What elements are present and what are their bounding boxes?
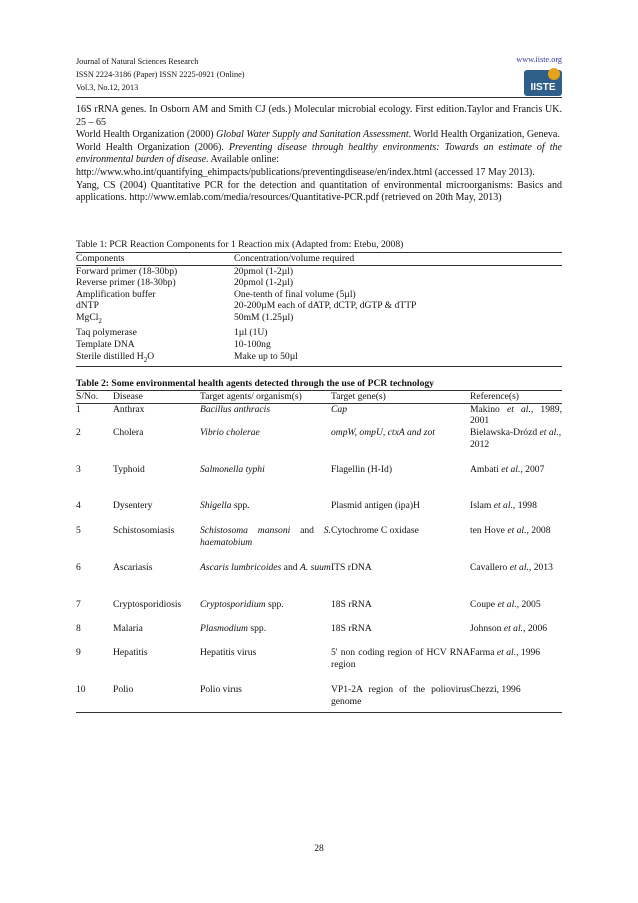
agent-cell: Schistosoma mansoni and S. haematobium: [200, 525, 331, 548]
disease-cell: Hepatitis: [113, 647, 148, 659]
gene-cell: ITS rDNA: [331, 562, 372, 574]
table-row: [76, 525, 562, 562]
reference-cell: Coupe et al., 2005: [470, 599, 541, 611]
references-list: [76, 104, 562, 205]
reference-cell: Farma et al., 1996: [470, 647, 541, 659]
table-row: [76, 403, 562, 427]
table-row: [76, 351, 562, 367]
reference-cell: Cavallero et al., 2013: [470, 562, 553, 574]
table1-component: Sterile distilled $H_2O$: [76, 351, 234, 367]
agent-cell: Plasmodium spp.: [200, 623, 267, 635]
table1-value: 1µl (1U): [234, 327, 268, 339]
reference-cell: Islam et al., 1998: [470, 500, 537, 512]
table2-header-cell: S/No.: [76, 391, 113, 404]
table-row: [76, 647, 562, 684]
row-number: 1: [76, 403, 81, 415]
table2: [76, 390, 562, 713]
disease-cell: Cryptosporidiosis: [113, 599, 182, 611]
table-row: [76, 684, 562, 712]
disease-cell: Cholera: [113, 427, 144, 439]
table1-component: Forward primer (18-30bp): [76, 265, 178, 277]
gene-cell: Cytochrome C oxidase: [331, 525, 419, 537]
website-link[interactable]: www.iiste.org: [516, 55, 562, 64]
table1-header-cell: Components: [76, 253, 234, 266]
reference-cell: Ambati et al., 2007: [470, 464, 545, 476]
header-rule: [76, 97, 562, 98]
table-row: [76, 300, 562, 312]
table-row: [76, 464, 562, 500]
table-row: [76, 289, 562, 301]
reference-cell: ten Hove et al., 2008: [470, 525, 551, 537]
logo-text: IISTE: [530, 82, 556, 93]
row-number: 5: [76, 525, 81, 537]
table-row: [76, 339, 562, 351]
row-number: 7: [76, 599, 81, 611]
table2-header-cell: Target agents/ organism(s): [200, 391, 331, 404]
reference-who-2006: World Health Organization (2006). Preventing disease through healthy environments: Towards an estimate of the environmental burden of disease. Available online:: [76, 141, 562, 166]
gene-cell: Flagellin (H-Id): [331, 464, 393, 476]
table1-header-cell: Concentration/volume required: [234, 253, 562, 266]
agent-cell: Shigella spp.: [200, 500, 250, 512]
table1-component: Amplification buffer: [76, 288, 156, 300]
gene-cell: 5' non coding region of HCV RNA region: [331, 647, 470, 670]
row-number: 3: [76, 464, 81, 476]
table1-value: 20-200µM each of dATP, dCTP, dGTP & dTTP: [234, 300, 417, 312]
volume-line: Vol.3, No.12, 2013: [76, 83, 139, 92]
table-row: [76, 562, 562, 599]
agent-cell: Hepatitis virus: [200, 647, 257, 659]
row-number: 4: [76, 500, 81, 512]
table1-value: 20pmol (1-2µl): [234, 265, 294, 277]
gene-cell: VP1-2A region of the poliovirus genome: [331, 684, 470, 712]
table-row: [76, 312, 562, 328]
table2-caption: Table 2: Some environmental health agents detected through the use of PCR technology: [76, 378, 434, 389]
agent-cell: Bacillus anthracis: [200, 403, 271, 415]
row-number: 10: [76, 684, 113, 712]
issn-line: ISSN 2224-3186 (Paper) ISSN 2225-0921 (Online): [76, 70, 245, 79]
row-number: 8: [76, 623, 81, 635]
disease-cell: Malaria: [113, 623, 143, 635]
disease-cell: Anthrax: [113, 403, 145, 415]
row-number: 6: [76, 562, 81, 574]
table1-component: dNTP: [76, 300, 99, 312]
gene-cell: 18S rRNA: [331, 623, 372, 635]
reference-cell: Chezzi, 1996: [470, 684, 562, 712]
gene-cell: 18S rRNA: [331, 599, 372, 611]
gene-cell: Cap: [331, 403, 347, 415]
table2-header-row: [76, 391, 562, 404]
agent-cell: Polio virus: [200, 684, 331, 712]
journal-name: Journal of Natural Sciences Research: [76, 57, 199, 66]
table1-header-row: [76, 253, 562, 266]
table1-component: MgCl$_2$: [76, 311, 102, 325]
table1-value: 10-100ng: [234, 339, 271, 351]
table1-component: Taq polymerase: [76, 327, 137, 339]
table1: [76, 252, 562, 367]
table-row: [76, 427, 562, 464]
reference-cell: Johnson et al., 2006: [470, 623, 548, 635]
disease-cell: Ascariasis: [113, 562, 153, 574]
table-row: [76, 265, 562, 277]
disease-cell: Polio: [113, 684, 200, 712]
reference-who-2000: World Health Organization (2000) Global Water Supply and Sanitation Assessment. World Health Organization, Geneva.: [76, 129, 560, 141]
page-number: 28: [314, 843, 324, 854]
agent-cell: Ascaris lumbricoides and A. suum: [200, 562, 331, 574]
table-row: [76, 623, 562, 647]
disease-cell: Dysentery: [113, 500, 153, 512]
reference-cell: Makino et al., 1989, 2001: [470, 403, 562, 427]
agent-cell: Vibrio cholerae: [200, 427, 260, 439]
table2-header-cell: Target gene(s): [331, 391, 470, 404]
table1-caption: Table 1: PCR Reaction Components for 1 Reaction mix (Adapted from: Etebu, 2008): [76, 239, 404, 250]
reference-osborn: 16S rRNA genes. In Osborn AM and Smith CJ (eds.) Molecular microbial ecology. First edition.Taylor and Francis UK. 25 – 65: [76, 104, 562, 128]
table1-component: Reverse primer (18-30bp): [76, 277, 176, 289]
table1-component: Template DNA: [76, 339, 135, 351]
iiste-logo-icon: [524, 66, 562, 98]
table-row: [76, 327, 562, 339]
table2-header-cell: Reference(s): [470, 391, 562, 404]
gene-cell: Plasmid antigen (ipa)H: [331, 500, 420, 512]
reference-cell: Bielawska-Drózd et al., 2012: [470, 427, 562, 450]
table-row: [76, 277, 562, 289]
disease-cell: Typhoid: [113, 464, 145, 476]
table1-value: 20pmol (1-2µl): [234, 277, 294, 289]
agent-cell: Cryptosporidium spp.: [200, 599, 284, 611]
table2-header-cell: Disease: [113, 391, 200, 404]
gene-cell: ompW, ompU, ctxA and zot: [331, 427, 435, 439]
reference-who-2006-url[interactable]: http://www.who.int/quantifying_ehimpacts/publications/preventingdisease/en/index.html (accessed 17 May 2013).: [76, 166, 535, 178]
table1-value: 50mM (1.25µl): [234, 311, 294, 323]
row-number: 9: [76, 647, 81, 659]
table1-value: One-tenth of final volume (5µl): [234, 288, 356, 300]
table1-value: Make up to 50µl: [234, 351, 562, 367]
table-row: [76, 599, 562, 623]
agent-cell: Salmonella typhi: [200, 464, 265, 476]
disease-cell: Schistosomiasis: [113, 525, 175, 537]
table-row: [76, 500, 562, 525]
row-number: 2: [76, 427, 81, 439]
reference-yang: Yang, CS (2004) Quantitative PCR for the detection and quantitation of environmental microorganisms: Basics and applications. http://www.emlab.com/media/resources/Quantitative-PCR.pdf (retrieved on 20th May, 2013): [76, 179, 562, 204]
